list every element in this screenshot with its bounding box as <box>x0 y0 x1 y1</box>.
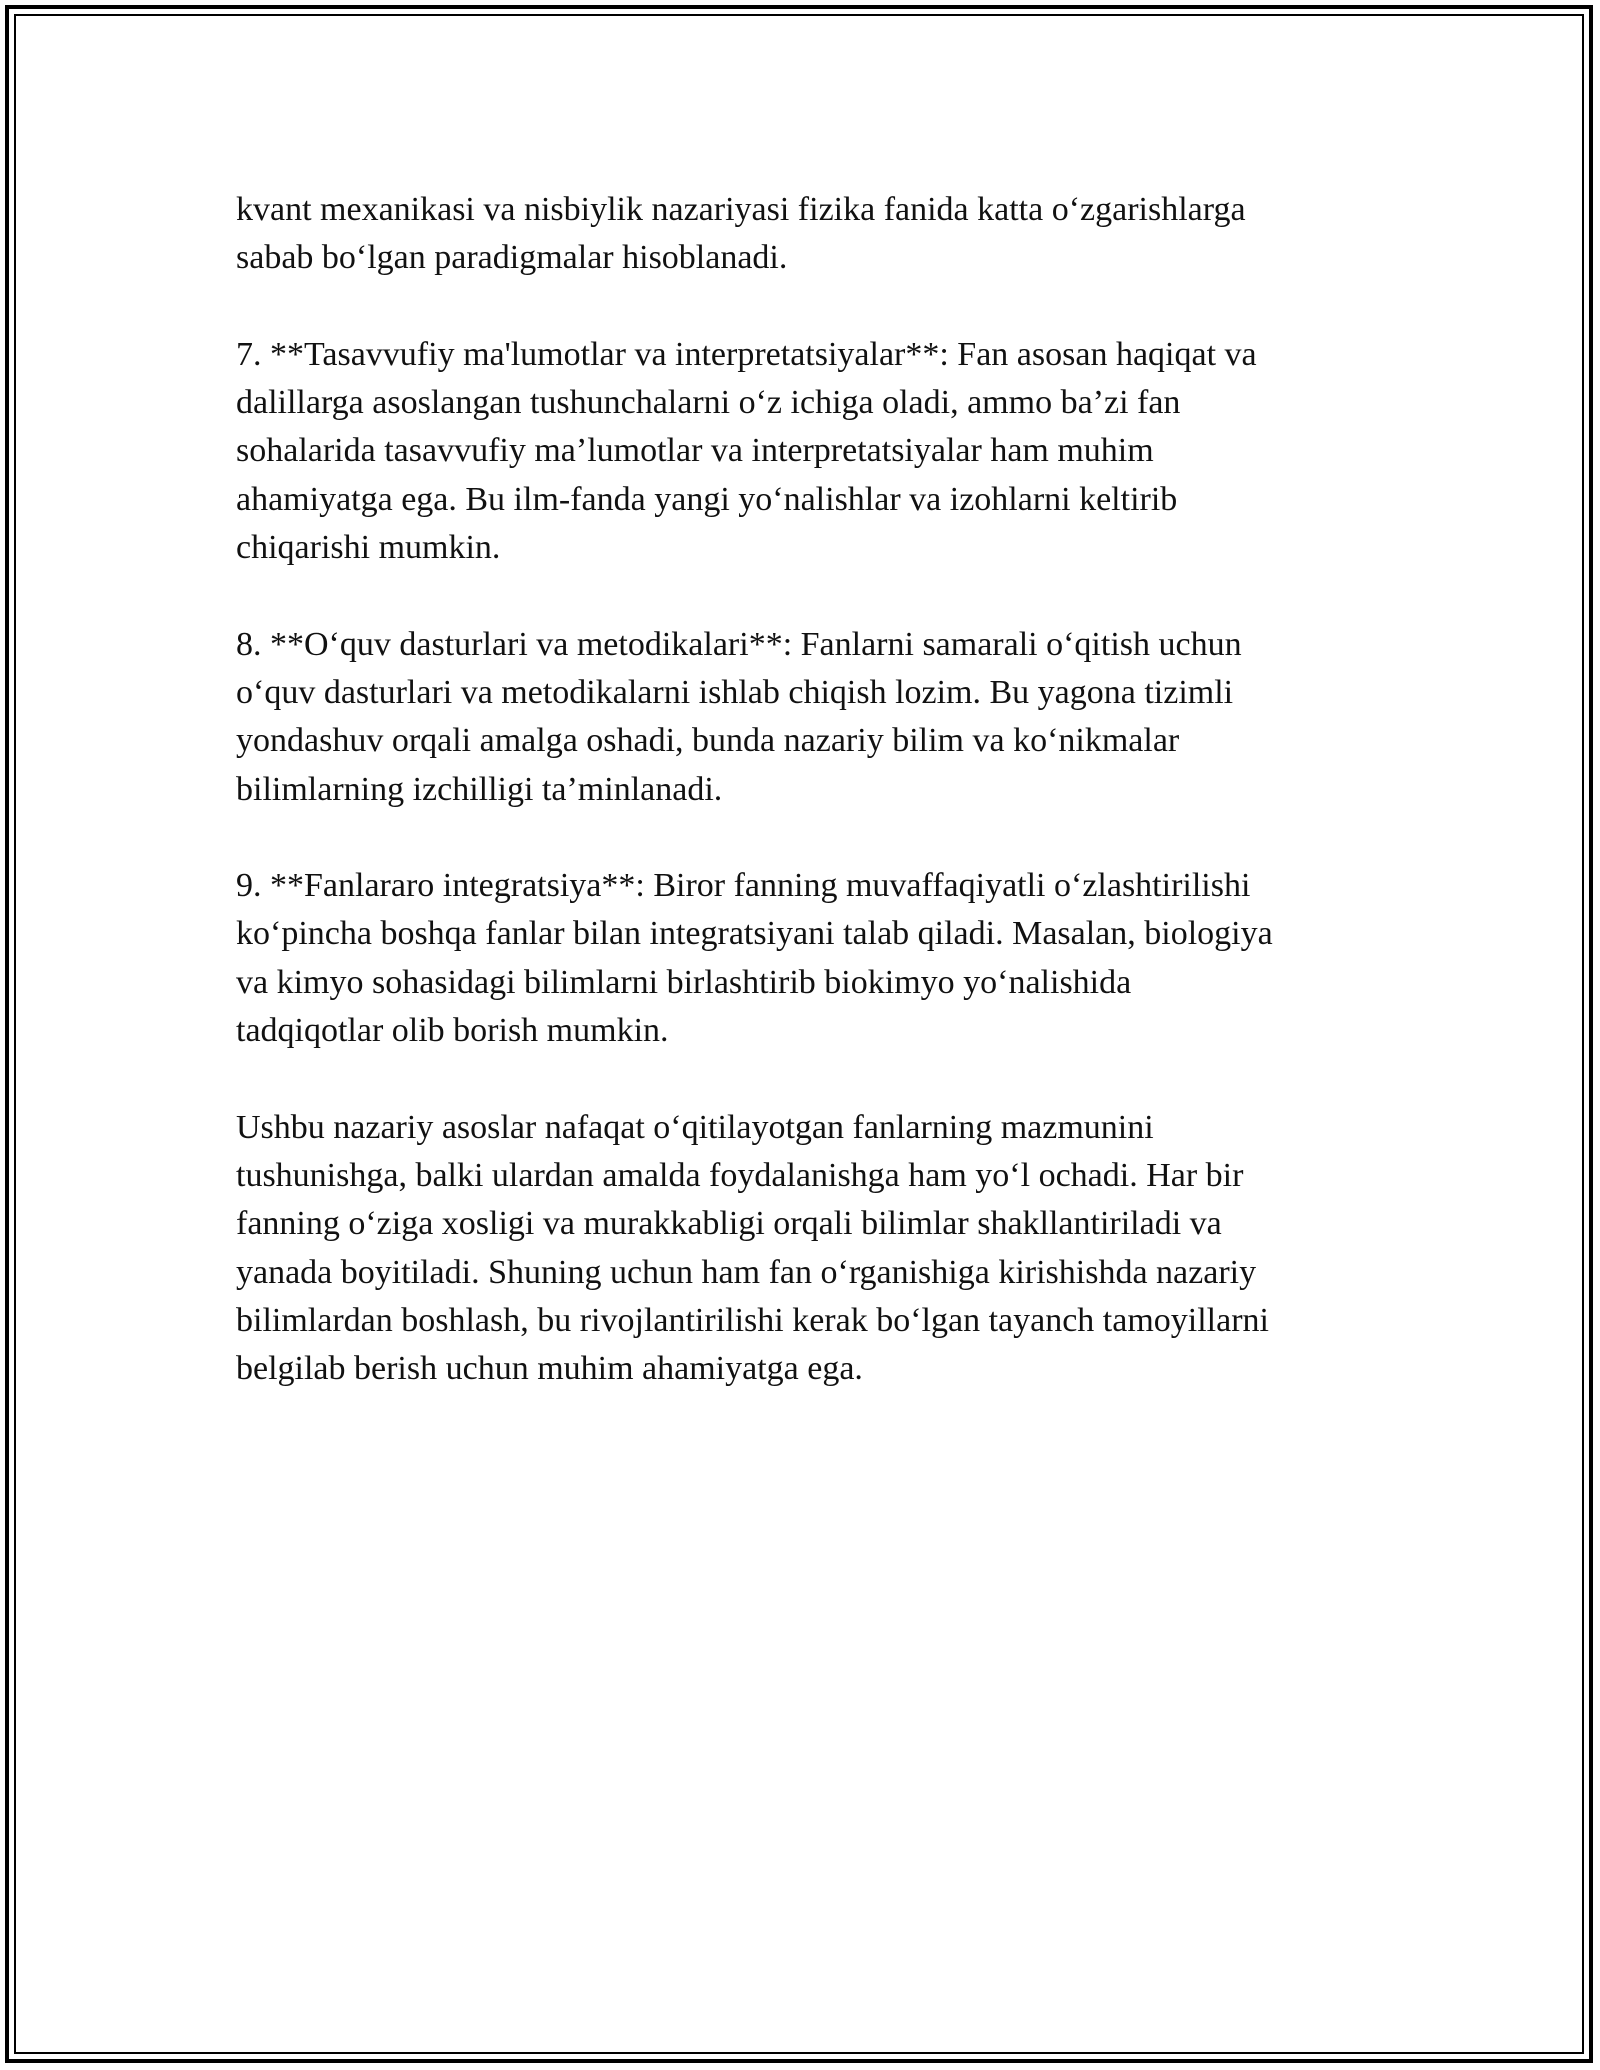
text-line: 8. **O‘quv dasturlari va metodikalari**: Fanlarni samarali o‘qitish uchun <box>236 625 1242 663</box>
text-line: sohalarida tasavvufiy ma’lumotlar va interpretatsiyalar ham muhim <box>236 432 1154 470</box>
text-line: Ushbu nazariy asoslar nafaqat o‘qitilayotgan fanlarning mazmunini <box>236 1108 1154 1146</box>
paragraph-spacer <box>236 572 1366 620</box>
text-line: bilimlarning izchilligi ta’minlanadi. <box>236 770 723 808</box>
text-line: ko‘pincha boshqa fanlar bilan integratsiyani talab qiladi. Masalan, biologiya <box>236 915 1273 953</box>
paragraph-conclusion <box>236 1104 1366 1394</box>
text-line: tushunishga, balki ulardan amalda foydalanishga ham yo‘l ochadi. Har bir <box>236 1156 1244 1194</box>
paragraph-item-8 <box>236 621 1366 814</box>
document-body <box>236 186 1366 1393</box>
text-line: chiqarishi mumkin. <box>236 529 501 567</box>
text-line: o‘quv dasturlari va metodikalarni ishlab chiqish lozim. Bu yagona tizimli <box>236 673 1234 711</box>
paragraph-spacer <box>236 1055 1366 1103</box>
text-line: yanada boyitiladi. Shuning uchun ham fan o‘rganishiga kirishishda nazariy <box>236 1253 1257 1291</box>
text-line: va kimyo sohasidagi bilimlarni birlashtirib biokimyo yo‘nalishida <box>236 963 1132 1001</box>
text-line: sabab bo‘lgan paradigmalar hisoblanadi. <box>236 239 788 277</box>
paragraph-item-9 <box>236 862 1366 1055</box>
paragraph-item-7 <box>236 331 1366 572</box>
text-line: kvant mexanikasi va nisbiylik nazariyasi fizika fanida katta o‘zgarishlarga <box>236 191 1246 228</box>
text-line: dalillarga asoslangan tushunchalarni o‘z ichiga oladi, ammo ba’zi fan <box>236 384 1181 422</box>
text-line: belgilab berish uchun muhim ahamiyatga ega. <box>236 1350 863 1388</box>
text-line: tadqiqotlar olib borish mumkin. <box>236 1012 669 1050</box>
paragraph-continuation <box>236 186 1366 283</box>
text-line: 9. **Fanlararo integratsiya**: Biror fanning muvaffaqiyatli o‘zlashtirilishi <box>236 867 1251 905</box>
text-line: ahamiyatga ega. Bu ilm-fanda yangi yo‘nalishlar va izohlarni keltirib <box>236 480 1178 518</box>
text-line: yondashuv orqali amalga oshadi, bunda nazariy bilim va ko‘nikmalar <box>236 722 1180 760</box>
paragraph-spacer <box>236 283 1366 331</box>
text-line: bilimlardan boshlash, bu rivojlantirilishi kerak bo‘lgan tayanch tamoyillarni <box>236 1301 1269 1339</box>
paragraph-spacer <box>236 814 1366 862</box>
text-line: fanning o‘ziga xosligi va murakkabligi orqali bilimlar shakllantiriladi va <box>236 1205 1222 1243</box>
text-line: 7. **Tasavvufiy ma'lumotlar va interpretatsiyalar**: Fan asosan haqiqat va <box>236 335 1257 373</box>
